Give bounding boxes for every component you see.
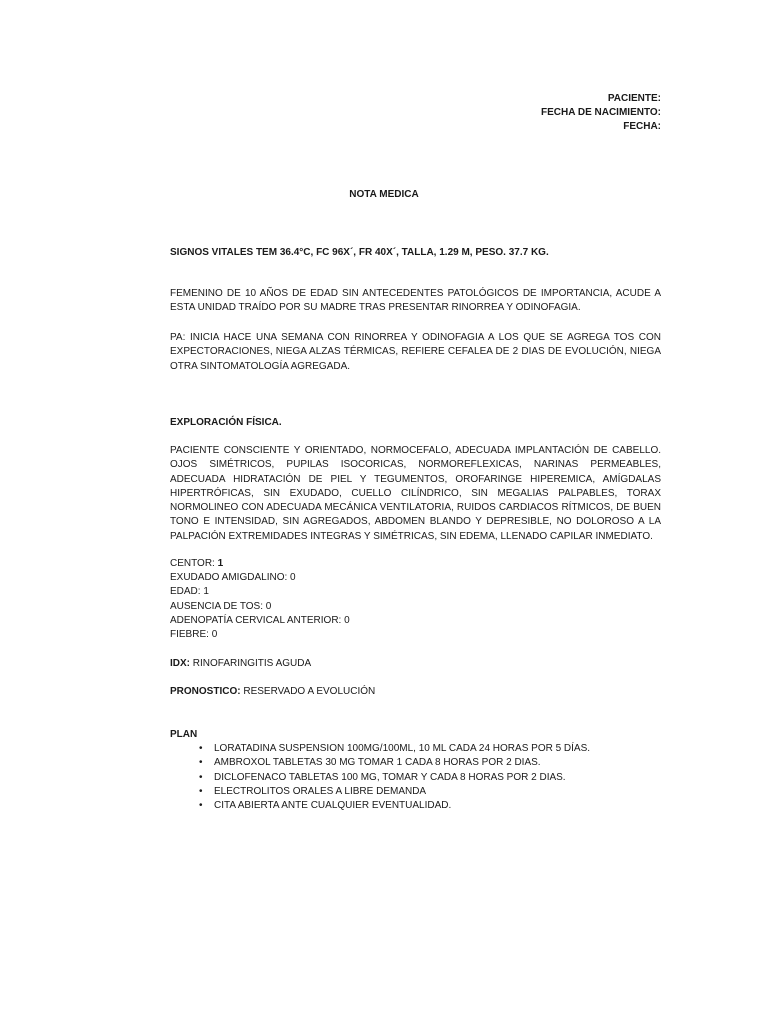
diagnosis-value: RINOFARINGITIS AGUDA xyxy=(190,658,312,669)
centor-row xyxy=(170,557,661,571)
patient-name-label: PACIENTE: xyxy=(607,93,661,104)
date-label: FECHA: xyxy=(623,121,661,132)
prognosis-line xyxy=(170,685,661,699)
plan-item xyxy=(170,771,661,785)
patient-summary-paragraph: FEMENINO DE 10 AÑOS DE EDAD SIN ANTECEDENTES PATOLÓGICOS DE IMPORTANCIA, ACUDE A ESTA UNIDAD TRAÍDO POR SU MADRE TRAS PRESENTAR RINORREA Y ODINOFAGIA. xyxy=(170,288,661,314)
patient-header xyxy=(541,92,661,134)
plan-item xyxy=(170,785,661,799)
ausencia-tos-row xyxy=(170,600,661,614)
fiebre-row xyxy=(170,628,661,642)
plan-item-text: CITA ABIERTA ANTE CUALQUIER EVENTUALIDAD. xyxy=(214,800,452,812)
plan-list xyxy=(170,742,661,813)
ausencia-tos-label: AUSENCIA DE TOS: xyxy=(170,600,266,612)
adenopatia-row xyxy=(170,614,661,628)
physical-exam-heading: EXPLORACIÓN FÍSICA. xyxy=(170,417,282,428)
prognosis-label: PRONOSTICO: xyxy=(170,686,241,697)
bullet-icon: • xyxy=(199,785,203,797)
plan-item-text: ELECTROLITOS ORALES A LIBRE DEMANDA xyxy=(214,785,427,797)
birth-date-label: FECHA DE NACIMIENTO: xyxy=(541,107,661,118)
edad-label: EDAD: xyxy=(170,586,204,598)
plan-item xyxy=(170,756,661,770)
fiebre-value: 0 xyxy=(211,629,218,641)
plan-item-text: LORATADINA SUSPENSION 100MG/100ML, 10 ML CADA 24 HORAS POR 5 DÍAS. xyxy=(214,743,591,754)
vital-signs: SIGNOS VITALES TEM 36.4°C, FC 96X´, FR 40X´, TALLA, 1.29 M, PESO. 37.7 KG. xyxy=(170,247,549,258)
edad-row xyxy=(170,585,661,599)
bullet-icon: • xyxy=(199,743,203,754)
bullet-icon: • xyxy=(199,757,203,769)
exudado-value: 0 xyxy=(290,572,296,584)
plan-item xyxy=(170,799,661,813)
physical-exam-body: PACIENTE CONSCIENTE Y ORIENTADO, NORMOCEFALO, ADECUADA IMPLANTACIÓN DE CABELLO. OJOS SIMÉTRICOS, PUPILAS ISOCORICAS, NORMOREFLEXICAS, NARINAS PERMEABLES, ADECUADA HIDRATACIÓN DE PIEL Y TEGUMENTOS, OROFARINGE HIPEREMICA, AMÍGDALAS HIPERTRÓFICAS, SIN EXUDADO, CUELLO CILÍNDRICO, SIN MEGALIAS PALPABLES, TORAX NORMOLINEO CON ADECUADA MECÁNICA VENTILATORIA, RUIDOS CARDIACOS RÍTMICOS, DE BUEN TONO E INTENSIDAD, SIN AGREGADOS, ABDOMEN BLANDO Y DEPRESIBLE, NO DOLOROSO A LA PALPACIÓN EXTREMIDADES INTEGRAS Y SIMÉTRICAS, SIN EDEMA, LLENADO CAPILAR INMEDIATO. xyxy=(170,445,661,542)
centor-label: CENTOR: xyxy=(170,558,218,569)
bullet-icon: • xyxy=(199,771,203,783)
edad-value: 1 xyxy=(203,586,209,598)
exudado-row xyxy=(170,571,661,585)
plan-item-text: DICLOFENACO TABLETAS 100 MG, TOMAR Y CADA 8 HORAS POR 2 DIAS. xyxy=(214,771,566,783)
centor-value: 1 xyxy=(217,558,224,569)
plan-item xyxy=(170,742,661,756)
plan-item-text: AMBROXOL TABLETAS 30 MG TOMAR 1 CADA 8 HORAS POR 2 DIAS. xyxy=(214,757,541,769)
plan-heading: PLAN xyxy=(170,729,198,740)
bullet-icon: • xyxy=(199,800,203,812)
adenopatia-value: 0 xyxy=(344,614,350,626)
adenopatia-label: ADENOPATÍA CERVICAL ANTERIOR: xyxy=(170,614,345,626)
diagnosis-line xyxy=(170,657,661,671)
present-illness-paragraph: PA: INICIA HACE UNA SEMANA CON RINORREA Y ODINOFAGIA A LOS QUE SE AGREGA TOS CON EXPECTORACIONES, NIEGA ALZAS TÉRMICAS, REFIERE CEFALEA DE 2 DIAS DE EVOLUCIÓN, NIEGA OTRA SINTOMATOLOGÍA AGREGADA. xyxy=(170,332,661,372)
exudado-label: EXUDADO AMIGDALINO: xyxy=(170,572,291,584)
centor-score-list xyxy=(170,557,661,642)
ausencia-tos-value: 0 xyxy=(265,600,272,612)
prognosis-value: RESERVADO A EVOLUCIÓN xyxy=(240,686,376,697)
fiebre-label: FIEBRE: xyxy=(170,629,212,641)
document-title: NOTA MEDICA xyxy=(349,189,419,200)
diagnosis-label: IDX: xyxy=(170,658,190,669)
